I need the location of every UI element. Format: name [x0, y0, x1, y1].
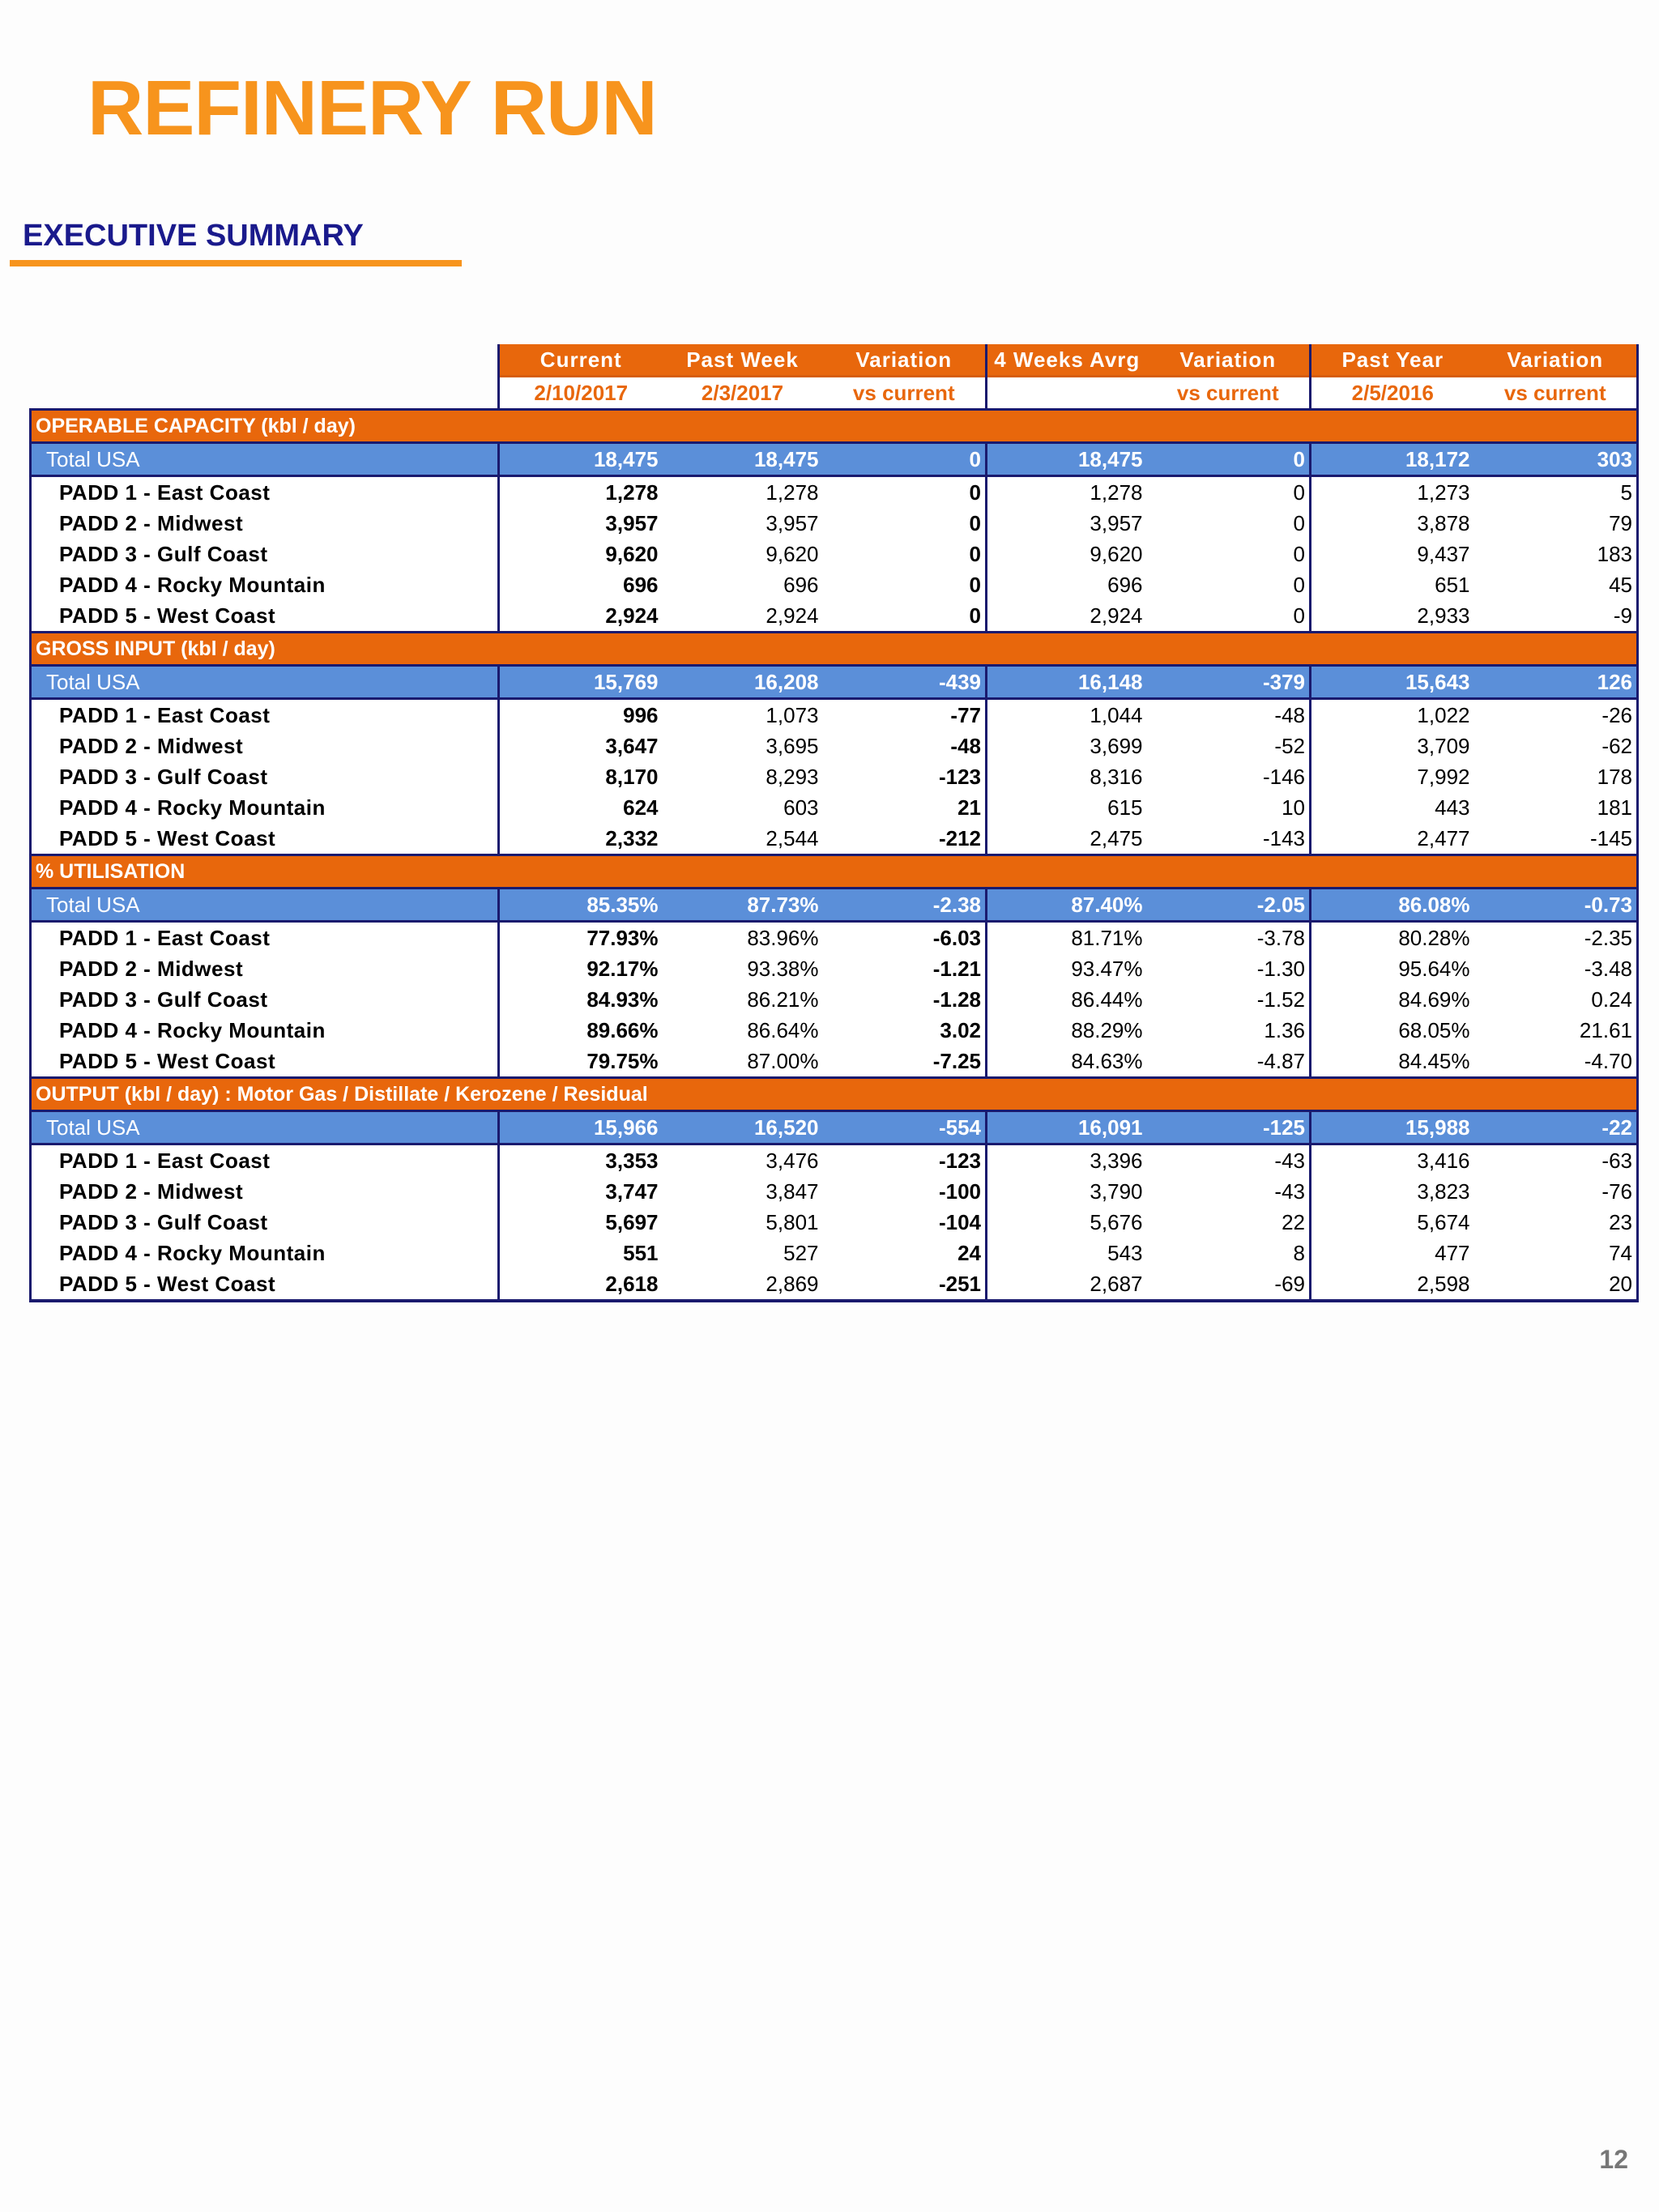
header-row-labels	[31, 344, 1638, 377]
value-cell: 2,332	[499, 823, 663, 855]
value-cell: 9,620	[663, 539, 823, 569]
section-title: GROSS INPUT (kbl / day)	[31, 633, 1638, 666]
table-row	[31, 953, 1638, 984]
value-cell: 696	[499, 569, 663, 600]
value-cell: 5,674	[1311, 1207, 1474, 1238]
value-cell: 1,044	[987, 699, 1147, 731]
column-header: Variation	[1147, 344, 1311, 377]
value-cell: -7.25	[823, 1046, 987, 1078]
table-row	[31, 761, 1638, 792]
value-cell: 3,878	[1311, 508, 1474, 539]
value-cell: 3,790	[987, 1176, 1147, 1207]
value-cell: 2,933	[1311, 600, 1474, 633]
value-cell: 603	[663, 792, 823, 823]
value-cell: 0.24	[1474, 984, 1638, 1015]
row-label: PADD 2 - Midwest	[31, 953, 499, 984]
value-cell: 1,073	[663, 699, 823, 731]
value-cell: -77	[823, 699, 987, 731]
column-header: Variation	[823, 344, 987, 377]
value-cell: 93.38%	[663, 953, 823, 984]
value-cell: 178	[1474, 761, 1638, 792]
row-label: PADD 1 - East Coast	[31, 699, 499, 731]
row-label: PADD 5 - West Coast	[31, 600, 499, 633]
value-cell: 15,988	[1311, 1111, 1474, 1144]
value-cell: -6.03	[823, 922, 987, 954]
value-cell: 0	[823, 476, 987, 509]
row-label: PADD 1 - East Coast	[31, 476, 499, 509]
section-header-row	[31, 855, 1638, 889]
value-cell: 85.35%	[499, 889, 663, 922]
table-row	[31, 922, 1638, 954]
row-label: Total USA	[31, 889, 499, 922]
section-header-row	[31, 410, 1638, 443]
value-cell: 18,475	[663, 443, 823, 476]
value-cell: 0	[1147, 443, 1311, 476]
value-cell: 1,278	[663, 476, 823, 509]
value-cell: -63	[1474, 1144, 1638, 1177]
value-cell: 477	[1311, 1238, 1474, 1268]
value-cell: -43	[1147, 1144, 1311, 1177]
section-subtitle: EXECUTIVE SUMMARY	[23, 219, 364, 253]
value-cell: -1.30	[1147, 953, 1311, 984]
row-label: PADD 2 - Midwest	[31, 731, 499, 761]
value-cell: 21.61	[1474, 1015, 1638, 1046]
total-row	[31, 443, 1638, 476]
value-cell: -43	[1147, 1176, 1311, 1207]
value-cell: -145	[1474, 823, 1638, 855]
value-cell: -52	[1147, 731, 1311, 761]
row-label: Total USA	[31, 666, 499, 699]
value-cell: -146	[1147, 761, 1311, 792]
value-cell: 15,769	[499, 666, 663, 699]
value-cell: 3,957	[987, 508, 1147, 539]
value-cell: 624	[499, 792, 663, 823]
value-cell: 86.21%	[663, 984, 823, 1015]
column-header: 4 Weeks Avrg	[987, 344, 1147, 377]
table-row	[31, 600, 1638, 633]
value-cell: 2,869	[663, 1268, 823, 1301]
value-cell: 5	[1474, 476, 1638, 509]
table-row	[31, 1046, 1638, 1078]
value-cell: 95.64%	[1311, 953, 1474, 984]
table-row	[31, 823, 1638, 855]
value-cell: -212	[823, 823, 987, 855]
value-cell: -554	[823, 1111, 987, 1144]
table-row	[31, 569, 1638, 600]
value-cell: 18,172	[1311, 443, 1474, 476]
table-row	[31, 699, 1638, 731]
value-cell: 181	[1474, 792, 1638, 823]
value-cell: 18,475	[987, 443, 1147, 476]
value-cell: -1.28	[823, 984, 987, 1015]
value-cell: 88.29%	[987, 1015, 1147, 1046]
table-row	[31, 1207, 1638, 1238]
value-cell: 0	[1147, 539, 1311, 569]
value-cell: 20	[1474, 1268, 1638, 1301]
table-row	[31, 1144, 1638, 1177]
value-cell: 1,278	[987, 476, 1147, 509]
value-cell: 0	[1147, 476, 1311, 509]
value-cell: 2,687	[987, 1268, 1147, 1301]
value-cell: 21	[823, 792, 987, 823]
value-cell: 651	[1311, 569, 1474, 600]
row-label: PADD 3 - Gulf Coast	[31, 1207, 499, 1238]
value-cell: -379	[1147, 666, 1311, 699]
value-cell: 87.40%	[987, 889, 1147, 922]
row-label: PADD 5 - West Coast	[31, 1268, 499, 1301]
column-header: vs current	[823, 377, 987, 410]
value-cell: 16,148	[987, 666, 1147, 699]
value-cell: 81.71%	[987, 922, 1147, 954]
page-number: 12	[1599, 2145, 1628, 2174]
value-cell: 3,699	[987, 731, 1147, 761]
value-cell: 3,957	[499, 508, 663, 539]
value-cell: 3,957	[663, 508, 823, 539]
value-cell: 87.00%	[663, 1046, 823, 1078]
value-cell: 0	[823, 443, 987, 476]
section-header-row	[31, 1078, 1638, 1111]
value-cell: 15,966	[499, 1111, 663, 1144]
value-cell: 443	[1311, 792, 1474, 823]
value-cell: 45	[1474, 569, 1638, 600]
value-cell: 615	[987, 792, 1147, 823]
total-row	[31, 889, 1638, 922]
header-blank-cell	[31, 344, 499, 377]
row-label: PADD 3 - Gulf Coast	[31, 761, 499, 792]
value-cell: 89.66%	[499, 1015, 663, 1046]
value-cell: 92.17%	[499, 953, 663, 984]
page-title: REFINERY RUN	[87, 65, 657, 151]
value-cell: -439	[823, 666, 987, 699]
header-blank-cell	[31, 377, 499, 410]
table-row	[31, 792, 1638, 823]
value-cell: 2,477	[1311, 823, 1474, 855]
row-label: PADD 4 - Rocky Mountain	[31, 1015, 499, 1046]
value-cell: -1.52	[1147, 984, 1311, 1015]
value-cell: 86.44%	[987, 984, 1147, 1015]
column-header: Past Week	[663, 344, 823, 377]
table-row	[31, 1238, 1638, 1268]
table-row	[31, 731, 1638, 761]
row-label: PADD 2 - Midwest	[31, 1176, 499, 1207]
value-cell: 0	[1147, 508, 1311, 539]
value-cell: -76	[1474, 1176, 1638, 1207]
value-cell: 24	[823, 1238, 987, 1268]
value-cell: 8,293	[663, 761, 823, 792]
value-cell: 3,709	[1311, 731, 1474, 761]
row-label: PADD 4 - Rocky Mountain	[31, 569, 499, 600]
value-cell: 16,091	[987, 1111, 1147, 1144]
table-row	[31, 1015, 1638, 1046]
value-cell: 551	[499, 1238, 663, 1268]
value-cell: 68.05%	[1311, 1015, 1474, 1046]
row-label: Total USA	[31, 1111, 499, 1144]
value-cell: 7,992	[1311, 761, 1474, 792]
value-cell: 527	[663, 1238, 823, 1268]
value-cell: 0	[1147, 569, 1311, 600]
value-cell: -125	[1147, 1111, 1311, 1144]
value-cell: 2,924	[987, 600, 1147, 633]
table-row	[31, 508, 1638, 539]
value-cell: -62	[1474, 731, 1638, 761]
value-cell: -1.21	[823, 953, 987, 984]
column-header: Current	[499, 344, 663, 377]
value-cell: -2.05	[1147, 889, 1311, 922]
value-cell: -3.48	[1474, 953, 1638, 984]
row-label: PADD 3 - Gulf Coast	[31, 539, 499, 569]
value-cell: -2.38	[823, 889, 987, 922]
value-cell: 0	[823, 569, 987, 600]
value-cell: -4.87	[1147, 1046, 1311, 1078]
value-cell: 79.75%	[499, 1046, 663, 1078]
column-header: Past Year	[1311, 344, 1474, 377]
value-cell: 543	[987, 1238, 1147, 1268]
value-cell: 3.02	[823, 1015, 987, 1046]
value-cell: 1.36	[1147, 1015, 1311, 1046]
value-cell: 183	[1474, 539, 1638, 569]
column-header	[987, 377, 1147, 410]
value-cell: 2,544	[663, 823, 823, 855]
row-label: PADD 5 - West Coast	[31, 1046, 499, 1078]
value-cell: 2,598	[1311, 1268, 1474, 1301]
value-cell: -26	[1474, 699, 1638, 731]
column-header: 2/3/2017	[663, 377, 823, 410]
section-title: OPERABLE CAPACITY (kbl / day)	[31, 410, 1638, 443]
value-cell: 80.28%	[1311, 922, 1474, 954]
value-cell: -48	[1147, 699, 1311, 731]
table-row	[31, 539, 1638, 569]
row-label: Total USA	[31, 443, 499, 476]
value-cell: 84.93%	[499, 984, 663, 1015]
value-cell: 9,620	[499, 539, 663, 569]
value-cell: 126	[1474, 666, 1638, 699]
row-label: PADD 2 - Midwest	[31, 508, 499, 539]
value-cell: 1,278	[499, 476, 663, 509]
value-cell: -123	[823, 761, 987, 792]
value-cell: 86.08%	[1311, 889, 1474, 922]
value-cell: -104	[823, 1207, 987, 1238]
column-header: vs current	[1147, 377, 1311, 410]
row-label: PADD 1 - East Coast	[31, 922, 499, 954]
value-cell: 9,620	[987, 539, 1147, 569]
value-cell: 3,396	[987, 1144, 1147, 1177]
value-cell: 3,476	[663, 1144, 823, 1177]
value-cell: 79	[1474, 508, 1638, 539]
column-header: Variation	[1474, 344, 1638, 377]
value-cell: 0	[1147, 600, 1311, 633]
section-title: OUTPUT (kbl / day) : Motor Gas / Distillate / Kerozene / Residual	[31, 1078, 1638, 1111]
row-label: PADD 5 - West Coast	[31, 823, 499, 855]
subtitle-underline	[10, 260, 462, 266]
table-row	[31, 476, 1638, 509]
value-cell: 84.63%	[987, 1046, 1147, 1078]
value-cell: -2.35	[1474, 922, 1638, 954]
value-cell: 0	[823, 600, 987, 633]
value-cell: -4.70	[1474, 1046, 1638, 1078]
value-cell: 84.45%	[1311, 1046, 1474, 1078]
value-cell: 8	[1147, 1238, 1311, 1268]
value-cell: 77.93%	[499, 922, 663, 954]
column-header: 2/5/2016	[1311, 377, 1474, 410]
value-cell: -251	[823, 1268, 987, 1301]
value-cell: 303	[1474, 443, 1638, 476]
value-cell: 1,022	[1311, 699, 1474, 731]
value-cell: 2,618	[499, 1268, 663, 1301]
value-cell: -123	[823, 1144, 987, 1177]
value-cell: -69	[1147, 1268, 1311, 1301]
value-cell: -143	[1147, 823, 1311, 855]
value-cell: 22	[1147, 1207, 1311, 1238]
value-cell: 83.96%	[663, 922, 823, 954]
value-cell: 3,647	[499, 731, 663, 761]
value-cell: -100	[823, 1176, 987, 1207]
value-cell: 2,924	[663, 600, 823, 633]
value-cell: 86.64%	[663, 1015, 823, 1046]
value-cell: 1,273	[1311, 476, 1474, 509]
value-cell: 8,170	[499, 761, 663, 792]
header-row-dates	[31, 377, 1638, 410]
value-cell: -3.78	[1147, 922, 1311, 954]
refinery-summary-table	[29, 344, 1639, 1302]
value-cell: 16,520	[663, 1111, 823, 1144]
value-cell: 0	[823, 539, 987, 569]
value-cell: 10	[1147, 792, 1311, 823]
table-row	[31, 984, 1638, 1015]
value-cell: 3,353	[499, 1144, 663, 1177]
value-cell: 74	[1474, 1238, 1638, 1268]
value-cell: 0	[823, 508, 987, 539]
value-cell: 15,643	[1311, 666, 1474, 699]
value-cell: 3,416	[1311, 1144, 1474, 1177]
value-cell: 3,847	[663, 1176, 823, 1207]
value-cell: 5,676	[987, 1207, 1147, 1238]
value-cell: -0.73	[1474, 889, 1638, 922]
value-cell: 16,208	[663, 666, 823, 699]
column-header: 2/10/2017	[499, 377, 663, 410]
value-cell: 696	[663, 569, 823, 600]
row-label: PADD 1 - East Coast	[31, 1144, 499, 1177]
value-cell: 696	[987, 569, 1147, 600]
value-cell: 2,924	[499, 600, 663, 633]
value-cell: 3,747	[499, 1176, 663, 1207]
value-cell: 93.47%	[987, 953, 1147, 984]
section-header-row	[31, 633, 1638, 666]
total-row	[31, 1111, 1638, 1144]
row-label: PADD 3 - Gulf Coast	[31, 984, 499, 1015]
row-label: PADD 4 - Rocky Mountain	[31, 792, 499, 823]
total-row	[31, 666, 1638, 699]
table-row	[31, 1176, 1638, 1207]
value-cell: 9,437	[1311, 539, 1474, 569]
value-cell: 8,316	[987, 761, 1147, 792]
value-cell: 23	[1474, 1207, 1638, 1238]
column-header: vs current	[1474, 377, 1638, 410]
value-cell: 84.69%	[1311, 984, 1474, 1015]
value-cell: 87.73%	[663, 889, 823, 922]
value-cell: 2,475	[987, 823, 1147, 855]
value-cell: 18,475	[499, 443, 663, 476]
value-cell: 5,801	[663, 1207, 823, 1238]
value-cell: -22	[1474, 1111, 1638, 1144]
value-cell: 3,695	[663, 731, 823, 761]
section-title: % UTILISATION	[31, 855, 1638, 889]
value-cell: 5,697	[499, 1207, 663, 1238]
value-cell: 3,823	[1311, 1176, 1474, 1207]
table-row	[31, 1268, 1638, 1301]
value-cell: -48	[823, 731, 987, 761]
row-label: PADD 4 - Rocky Mountain	[31, 1238, 499, 1268]
value-cell: -9	[1474, 600, 1638, 633]
value-cell: 996	[499, 699, 663, 731]
